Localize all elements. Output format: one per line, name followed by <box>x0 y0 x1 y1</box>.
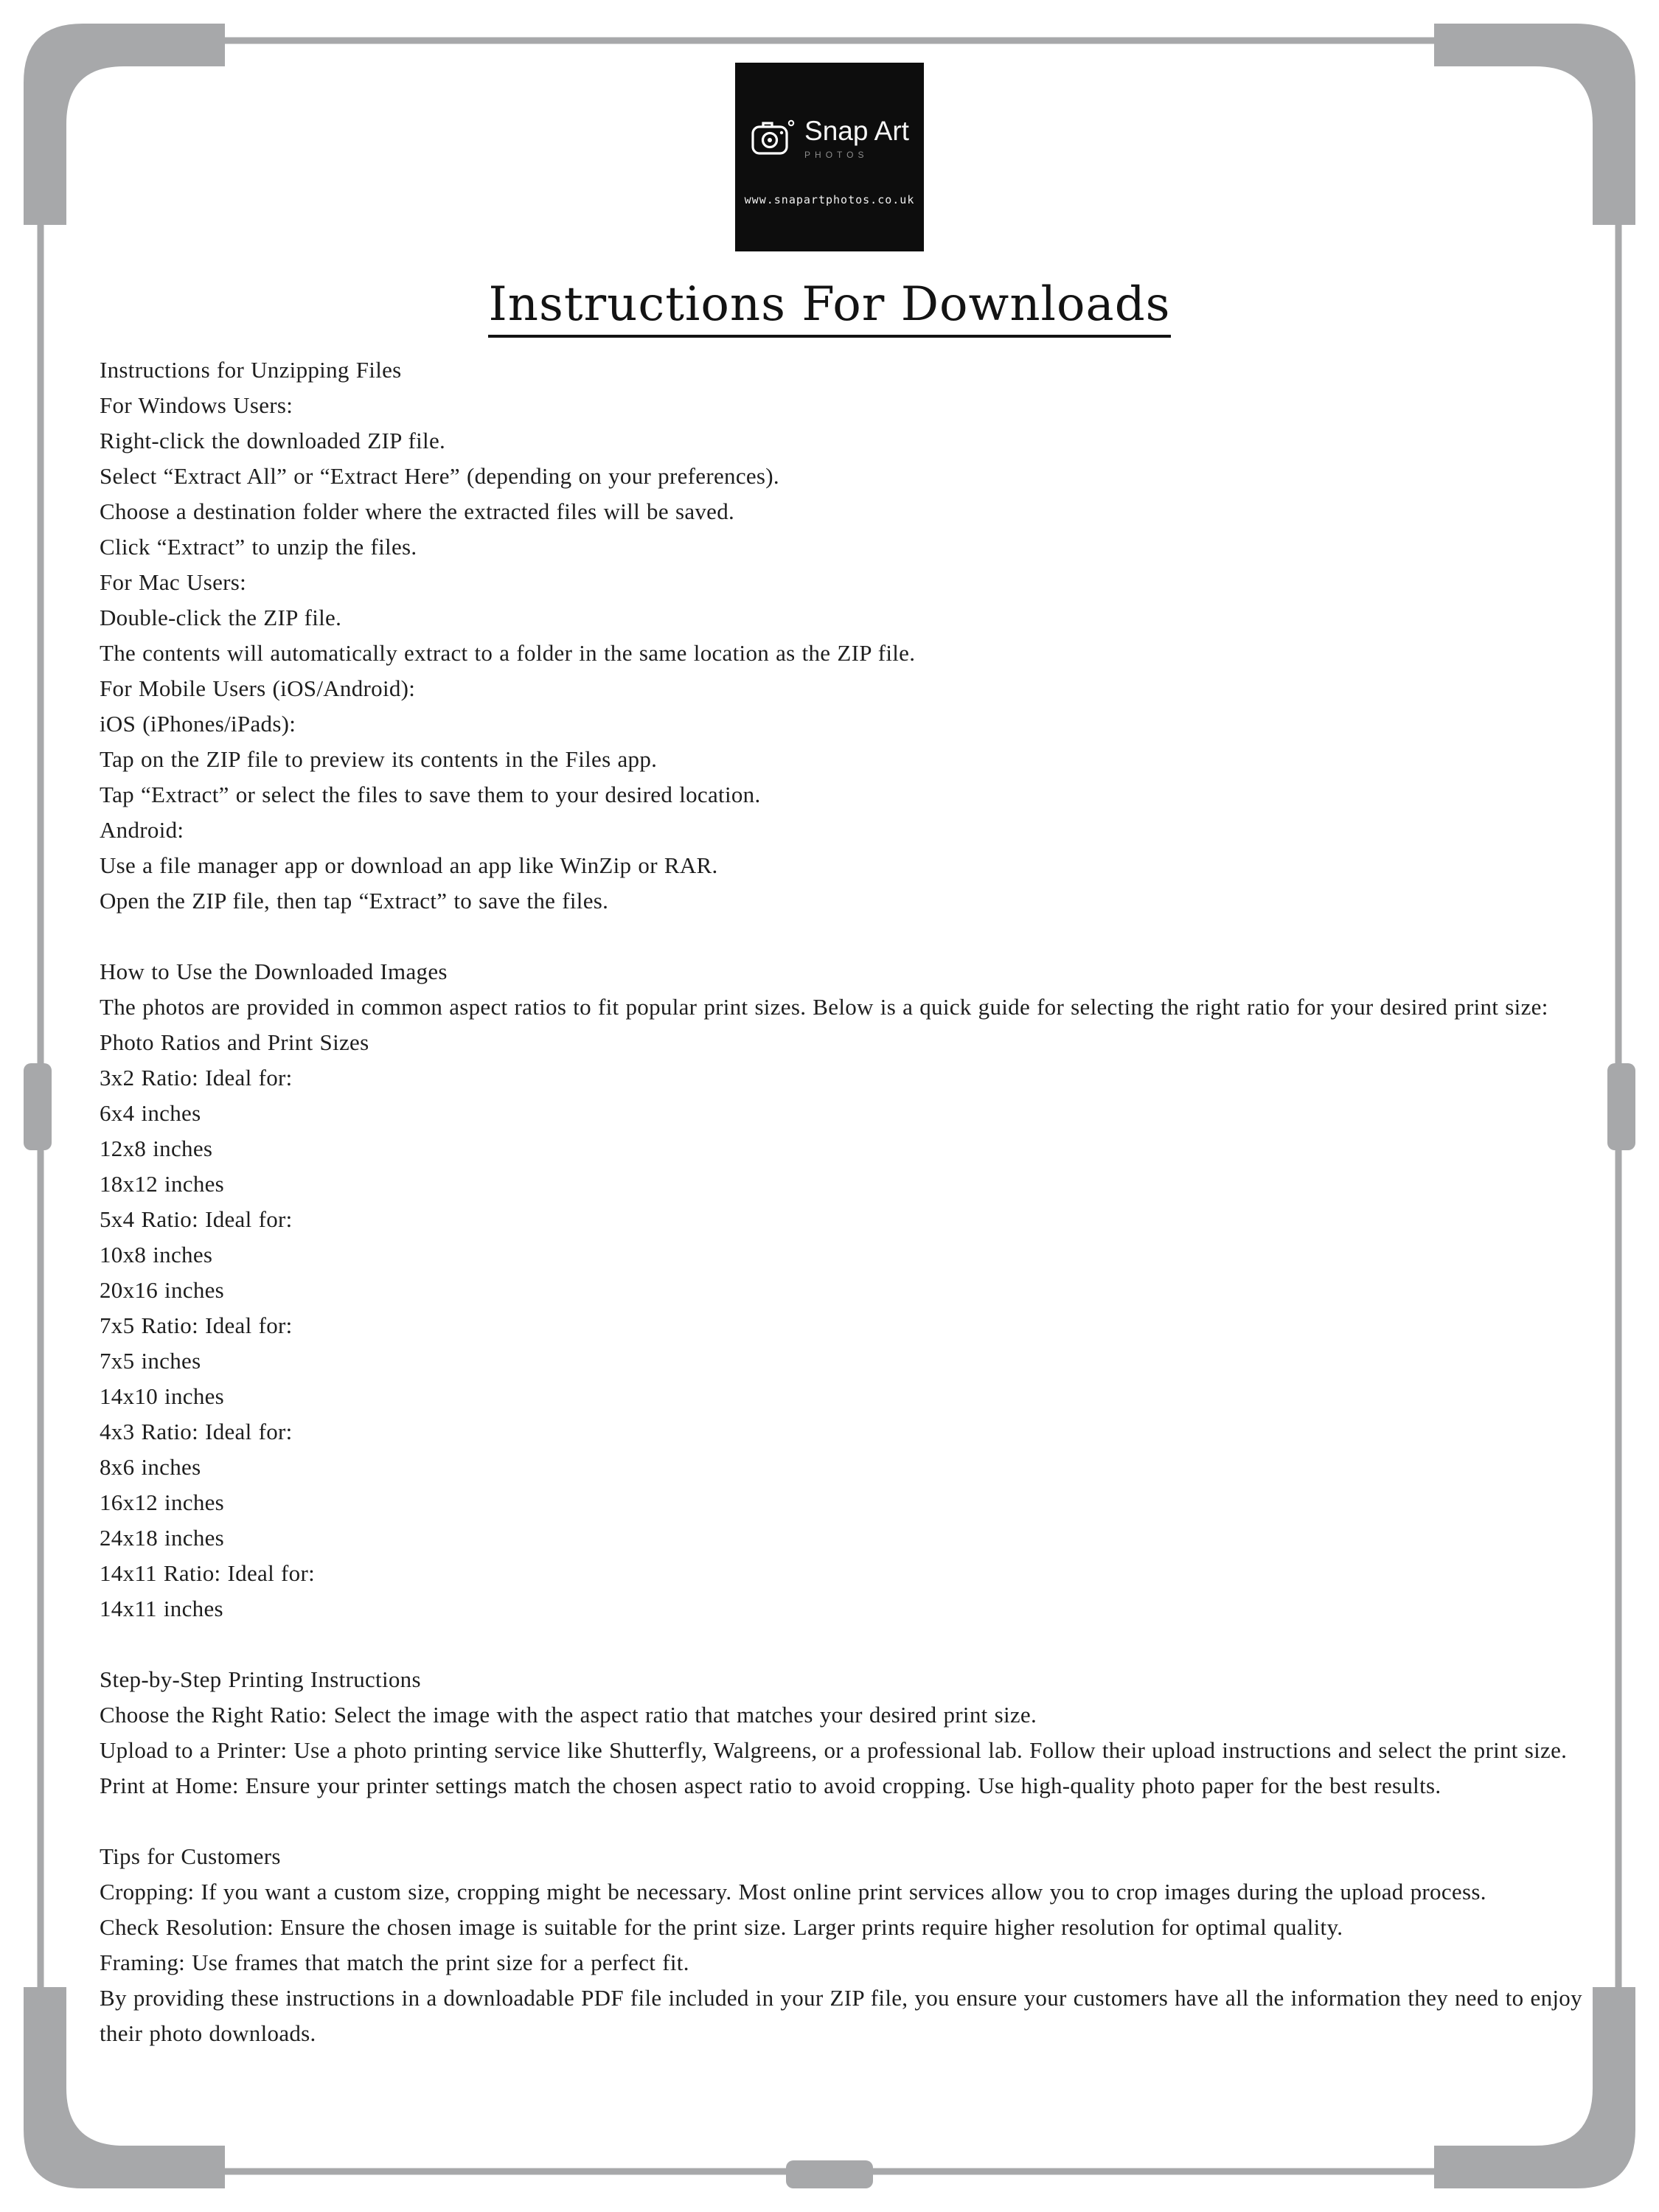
logo-text-block <box>804 117 909 160</box>
paragraph: For Mac Users: <box>100 569 247 595</box>
paragraph: Print at Home: Ensure your printer settings match the chosen aspect ratio to avoid cropping. Use high-quality photo paper for the best results. <box>100 1773 1441 1798</box>
section-tips <box>100 1839 1618 2051</box>
paragraph: For Windows Users: <box>100 392 293 418</box>
paragraph: 14x11 Ratio: Ideal for: <box>100 1560 315 1586</box>
paragraph: 3x2 Ratio: Ideal for: <box>100 1065 293 1091</box>
paragraph: 10x8 inches <box>100 1242 213 1267</box>
paragraph: Tap on the ZIP file to preview its contents in the Files app. <box>100 746 658 772</box>
paragraph: Check Resolution: Ensure the chosen image is suitable for the print size. Larger prints require higher resolution for optimal quality. <box>100 1914 1343 1940</box>
document-body <box>100 352 1618 2051</box>
paragraph: 24x18 inches <box>100 1525 225 1551</box>
paragraph: 20x16 inches <box>100 1277 225 1303</box>
camera-icon <box>750 117 796 161</box>
paragraph: Right-click the downloaded ZIP file. <box>100 428 446 453</box>
paragraph: 14x11 inches <box>100 1596 223 1621</box>
paragraph: Tap “Extract” or select the files to save them to your desired location. <box>100 782 761 807</box>
paragraph: 16x12 inches <box>100 1489 225 1515</box>
paragraph: Use a file manager app or download an app like WinZip or RAR. <box>100 852 718 878</box>
paragraph: 7x5 Ratio: Ideal for: <box>100 1312 293 1338</box>
paragraph: 5x4 Ratio: Ideal for: <box>100 1206 293 1232</box>
section-unzipping <box>100 352 1618 919</box>
paragraph: Cropping: If you want a custom size, cropping might be necessary. Most online print services allow you to crop images during the upload process. <box>100 1879 1486 1905</box>
paragraph: 7x5 inches <box>100 1348 201 1374</box>
paragraph: Step-by-Step Printing Instructions <box>100 1666 421 1692</box>
paragraph: Double-click the ZIP file. <box>100 605 342 630</box>
paragraph: 6x4 inches <box>100 1100 201 1126</box>
paragraph: Tips for Customers <box>100 1843 281 1869</box>
paragraph: 14x10 inches <box>100 1383 225 1409</box>
paragraph: Photo Ratios and Print Sizes <box>100 1029 369 1055</box>
paragraph: Open the ZIP file, then tap “Extract” to save the files. <box>100 888 609 914</box>
section-printing <box>100 1662 1618 1804</box>
paragraph: Android: <box>100 817 184 843</box>
paragraph: 12x8 inches <box>100 1135 213 1161</box>
paragraph: iOS (iPhones/iPads): <box>100 711 296 737</box>
section-usage <box>100 954 1618 1627</box>
paragraph: By providing these instructions in a downloadable PDF file included in your ZIP file, you ensure your customers have all the information they need to enjoy their photo downloads. <box>100 1985 1582 2046</box>
paragraph: Instructions for Unzipping Files <box>100 357 402 383</box>
logo-title: Snap Art <box>804 116 909 147</box>
paragraph: The photos are provided in common aspect ratios to fit popular print sizes. Below is a quick guide for selecting the right ratio for your desired print size: <box>100 994 1548 1020</box>
page-title: Instructions For Downloads <box>488 277 1170 338</box>
paragraph: Select “Extract All” or “Extract Here” (depending on your preferences). <box>100 463 779 489</box>
paragraph: Choose a destination folder where the extracted files will be saved. <box>100 498 735 524</box>
paragraph: The contents will automatically extract to a folder in the same location as the ZIP file. <box>100 640 916 666</box>
left-edge-tab <box>24 1063 52 1150</box>
paragraph: How to Use the Downloaded Images <box>100 959 448 984</box>
paragraph: Upload to a Printer: Use a photo printing service like Shutterfly, Walgreens, or a professional lab. Follow their upload instructions and select the print size. <box>100 1737 1568 1763</box>
paragraph: 18x12 inches <box>100 1171 225 1197</box>
paragraph: Framing: Use frames that match the print size for a perfect fit. <box>100 1950 689 1975</box>
paragraph: For Mobile Users (iOS/Android): <box>100 675 416 701</box>
logo <box>735 63 924 251</box>
paragraph: 4x3 Ratio: Ideal for: <box>100 1419 293 1444</box>
paragraph: Choose the Right Ratio: Select the image with the aspect ratio that matches your desired print size. <box>100 1702 1037 1728</box>
logo-row <box>750 117 909 161</box>
title-area <box>0 277 1659 338</box>
logo-subtitle: PHOTOS <box>804 149 869 160</box>
logo-url: www.snapartphotos.co.uk <box>744 192 915 206</box>
paragraph: Click “Extract” to unzip the files. <box>100 534 417 560</box>
paragraph: 8x6 inches <box>100 1454 201 1480</box>
bottom-edge-tab <box>786 2160 873 2188</box>
